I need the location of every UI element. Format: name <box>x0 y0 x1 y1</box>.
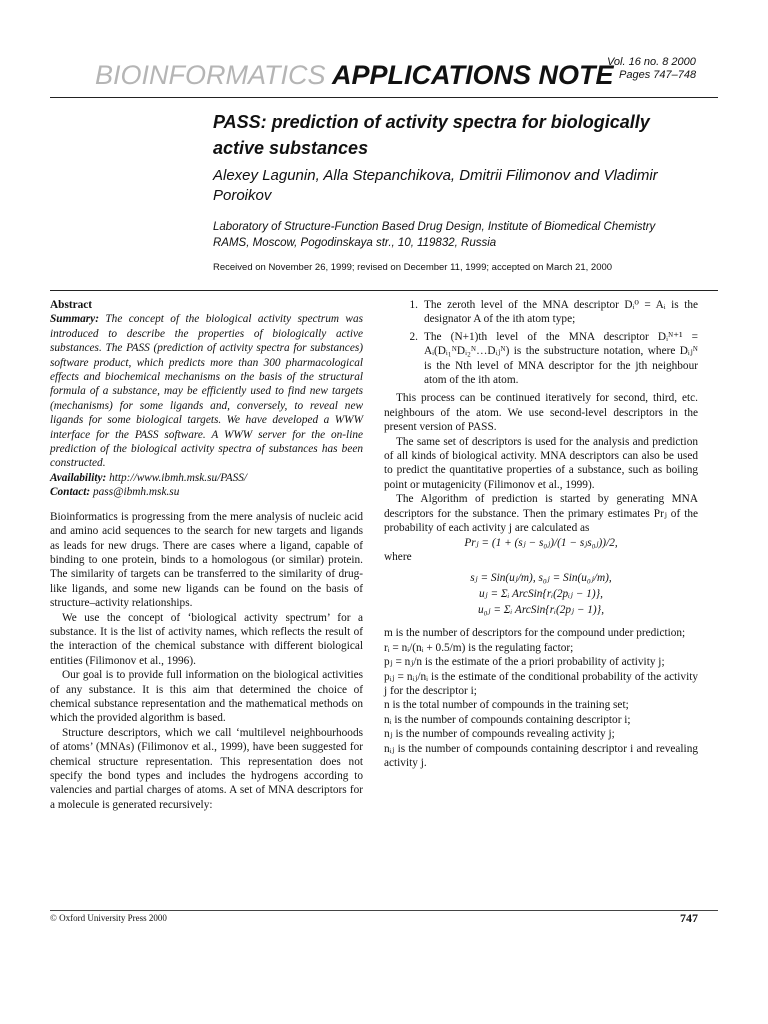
list-number: 1. <box>409 299 418 311</box>
body-paragraph: Structure descriptors, which we call ‘multilevel neighbourhoods of atoms’ (MNAs) (Filimonov et al., 1999), have been suggested for chemical structure representation. This representation does not specify the bond types and includes the hydrogens according to valencies and partial charges of atoms. A set of MNA descriptors for a molecule is generated recursively: <box>50 726 363 811</box>
author-list: Alexey Lagunin, Alla Stepanchikova, Dmitrii Filimonov and Vladimir Poroikov <box>213 167 658 204</box>
summary-text: The concept of the biological activity spectrum was introduced to describe the properties of biologically active substances. The PASS (prediction of activity spectra for substances) software product, which predicts more than 300 pharmacological effects and biochemical mechanisms on the basis of the structural formula of a substance, may be efficiently used to find new targets (mechanisms) for some ligands and, conversely, to reveal new ligands for some biological targets. We have developed a WWW interface for the PASS software. A WWW server for the on-line prediction of the biological activity spectra of substances has been constructed. <box>50 313 363 470</box>
copyright-notice: © Oxford University Press 2000 <box>50 913 167 923</box>
body-paragraph: This process can be continued iteratively for second, third, etc. neighbours of the atom. We use second-level descriptors in the present version of PASS. <box>384 392 698 434</box>
abstract-heading: Abstract <box>50 299 93 311</box>
definition: nⱼ is the number of compounds revealing activity j; <box>384 728 615 741</box>
journal-title <box>95 60 614 91</box>
equation-block <box>384 570 698 618</box>
page-range: Pages 747–748 <box>619 69 697 81</box>
body-paragraph: The same set of descriptors is used for the analysis and prediction of all kinds of biological activity. MNA descriptors can also be used to predict the quantitative properties of a substance, such as boiling point or mutagenicity (Filimonov et al., 1999). <box>384 435 698 491</box>
section-name: APPLICATIONS NOTE <box>332 60 614 90</box>
contact <box>50 485 363 499</box>
abstract-summary <box>50 312 363 470</box>
journal-name: BIOINFORMATICS <box>95 60 326 90</box>
volume-number: Vol. 16 no. 8 2000 <box>607 56 696 68</box>
definition: pⱼ = nⱼ/n is the estimate of the a priori probability of activity j; <box>384 656 665 669</box>
left-column <box>50 298 363 812</box>
list-number: 2. <box>409 330 418 343</box>
header-divider <box>50 97 718 98</box>
definition: n is the total number of compounds in the training set; <box>384 699 629 712</box>
definition: pᵢⱼ = nᵢⱼ/nᵢ is the estimate of the conditional probability of the activity j for the descriptor i; <box>384 670 698 697</box>
summary-label: Summary: <box>50 313 99 326</box>
list-item <box>384 330 698 388</box>
journal-header <box>50 52 718 98</box>
body-paragraph: The Algorithm of prediction is started by generating MNA descriptors for the substance. Then the primary estimates Prⱼ of the probability of each activity j are calculated as <box>384 493 698 535</box>
definition: rᵢ = nᵢ/(nᵢ + 0.5/m) is the regulating factor; <box>384 641 574 654</box>
footer-divider <box>50 910 718 911</box>
title-divider <box>50 290 718 291</box>
list-text: The (N+1)th level of the MNA descriptor Dᵢᴺ⁺¹ = Aᵢ(Dᵢ₁ᴺDᵢ₂ᴺ…Dᵢⱼᴺ) is the substructure notation, where Dᵢⱼᴺ is the Nth level of MNA descriptor for the jth neighbour atom of the ith atom. <box>424 330 698 387</box>
equation-u: uⱼ = Σᵢ ArcSin{rᵢ(2pᵢⱼ − 1)}, <box>479 588 603 601</box>
right-column <box>384 298 698 770</box>
definition: m is the number of descriptors for the compound under prediction; <box>384 627 686 640</box>
availability-url[interactable]: http://www.ibmh.msk.su/PASS/ <box>109 471 248 484</box>
where-label: where <box>384 550 412 563</box>
definition: nᵢ is the number of compounds containing descriptor i; <box>384 713 631 726</box>
equation-pr: Prⱼ = (1 + (sⱼ − s₀ⱼ)/(1 − sⱼs₀ⱼ))/2, <box>464 536 618 549</box>
body-paragraph: We use the concept of ‘biological activity spectrum’ for a substance. It is the list of activity names, which reflects the result of the interaction of the chemical substance with different biological entities (Filimonov et al., 1996). <box>50 611 363 667</box>
contact-email[interactable]: pass@ibmh.msk.su <box>93 486 180 499</box>
body-paragraph: Bioinformatics is progressing from the mere analysis of nucleic acid and amino acid sequences to the search for new targets and ligands as leads for new drugs. There are cases where a ligand, capable of binding to one protein, binds to a homologous (or similar) protein. The similarity of targets can be transferred to the similarity of drug-like ligands, and some new ligands can be found on the basis of structure–activity relationships. <box>50 510 363 610</box>
list-text: The zeroth level of the MNA descriptor Dᵢ⁰ = Aᵢ is the designator A of the ith atom type; <box>424 299 698 326</box>
equation-u0: u₀ⱼ = Σᵢ ArcSin{rᵢ(2pⱼ − 1)}, <box>477 604 605 617</box>
affiliation: Laboratory of Structure-Function Based Drug Design, Institute of Biomedical Chemistry RAMS, Moscow, Pogodinskaya str., 10, 119832, Russia <box>213 221 656 249</box>
list-item <box>384 298 698 327</box>
article-title: PASS: prediction of activity spectra for biologically active substances <box>213 112 650 158</box>
availability <box>50 471 363 485</box>
volume-info <box>607 56 696 82</box>
body-paragraph: Our goal is to provide full information on the biological activities of any substance. It is this aim that determined the choice of chemical substance representation and the mathematical methods on which the provided algorithm is based. <box>50 669 363 725</box>
definition: nᵢⱼ is the number of compounds containing descriptor i and revealing activity j. <box>384 742 698 769</box>
page-number: 747 <box>680 911 698 925</box>
equation-s: sⱼ = Sin(uⱼ/m), s₀ⱼ = Sin(u₀ⱼ/m), <box>470 572 612 585</box>
contact-label: Contact: <box>50 486 91 499</box>
availability-label: Availability: <box>50 471 107 484</box>
received-dates: Received on November 26, 1999; revised on December 11, 1999; accepted on March 21, 2000 <box>213 262 613 273</box>
